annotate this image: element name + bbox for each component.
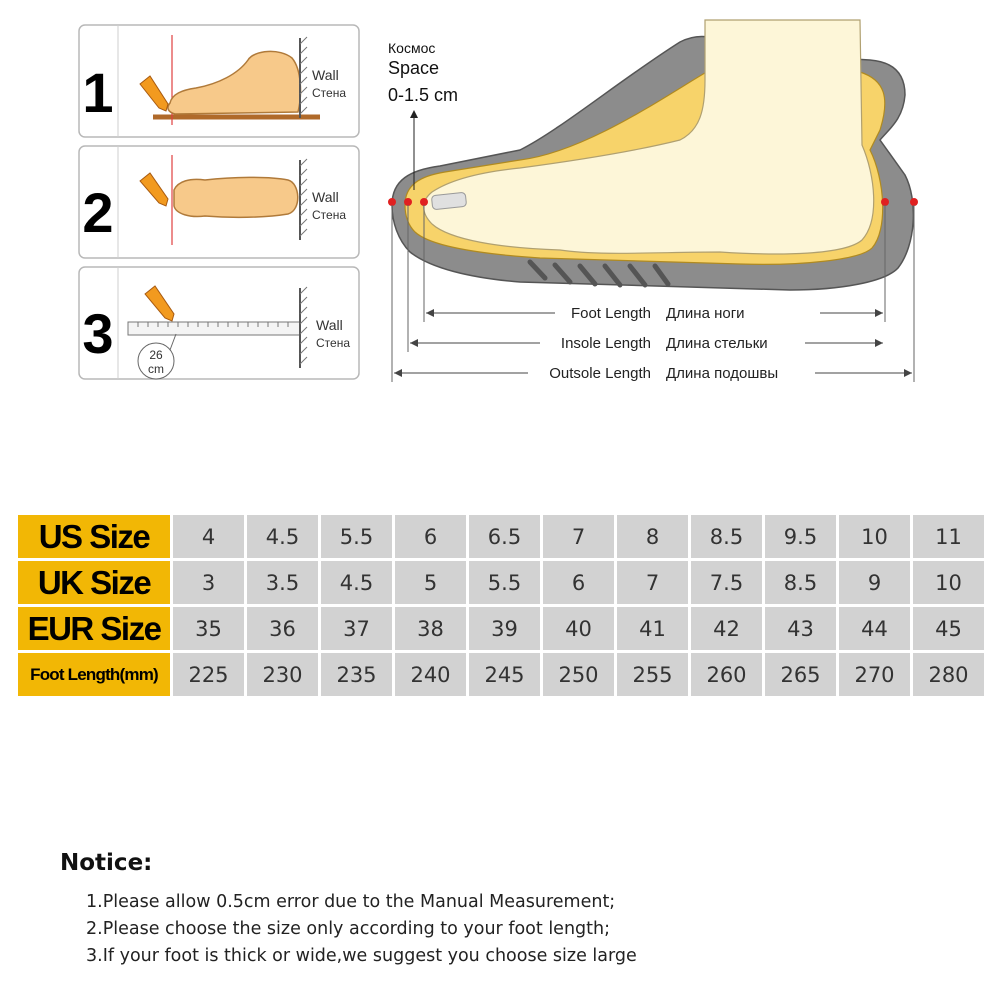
table-cell: 5.5 (469, 561, 540, 604)
table-cell: 8.5 (765, 561, 836, 604)
marker-foot-front (420, 198, 428, 206)
arrow-up-icon (410, 110, 418, 118)
table-cell: 7.5 (691, 561, 762, 604)
table-cell: 38 (395, 607, 466, 650)
table-cell: 250 (543, 653, 614, 696)
size-chart-table (15, 512, 987, 699)
table-row-us (18, 515, 984, 558)
table-cell: 240 (395, 653, 466, 696)
step-2-wall-ru: Стена (312, 208, 347, 222)
foot-length-en: Foot Length (570, 305, 651, 322)
row-header: US Size (18, 515, 170, 558)
step-1-wall-en: Wall (312, 67, 339, 83)
row-header: UK Size (18, 561, 170, 604)
table-cell: 3 (173, 561, 244, 604)
ruler-icon (128, 322, 300, 335)
toe-nail-icon (431, 192, 466, 209)
step-3-number: 3 (82, 302, 114, 365)
step-1-number: 1 (82, 61, 114, 124)
table-cell: 11 (913, 515, 984, 558)
notice-item: 2.Please choose the size only according to your foot length; (86, 919, 610, 939)
insole-length-line (410, 335, 883, 352)
table-cell: 6 (543, 561, 614, 604)
shoe-illustration (388, 20, 918, 290)
table-cell: 3.5 (247, 561, 318, 604)
marker-outsole-back (910, 198, 918, 206)
table-row-eur (18, 607, 984, 650)
step-2-number: 2 (82, 181, 114, 244)
table-cell: 7 (543, 515, 614, 558)
table-cell: 39 (469, 607, 540, 650)
step-3-panel (79, 267, 359, 379)
insole-length-ru: Длина стельки (666, 335, 768, 352)
marker-foot-back (881, 198, 889, 206)
table-row-uk (18, 561, 984, 604)
table-cell: 9.5 (765, 515, 836, 558)
foot-length-line (426, 305, 883, 322)
table-cell: 260 (691, 653, 762, 696)
table-cell: 7 (617, 561, 688, 604)
space-range: 0-1.5 cm (388, 85, 459, 105)
step-3-wall-ru: Стена (316, 336, 351, 350)
space-label-ru: Космос (388, 40, 436, 56)
notice-title: Notice: (60, 850, 153, 876)
outsole-length-ru: Длина подошвы (666, 365, 779, 382)
table-cell: 270 (839, 653, 910, 696)
table-cell: 37 (321, 607, 392, 650)
table-cell: 42 (691, 607, 762, 650)
table-cell: 6 (395, 515, 466, 558)
table-cell: 45 (913, 607, 984, 650)
marker-outsole-front (388, 198, 396, 206)
table-cell: 35 (173, 607, 244, 650)
notice-item: 1.Please allow 0.5cm error due to the Manual Measurement; (86, 892, 616, 912)
table-cell: 4.5 (247, 515, 318, 558)
ruler-reading-unit: cm (148, 362, 164, 376)
row-header: Foot Length(mm) (18, 653, 170, 696)
table-cell: 8 (617, 515, 688, 558)
table-cell: 4 (173, 515, 244, 558)
outsole-length-en: Outsole Length (549, 365, 651, 382)
notice-section (60, 850, 960, 973)
table-cell: 43 (765, 607, 836, 650)
table-cell: 6.5 (469, 515, 540, 558)
table-cell: 5.5 (321, 515, 392, 558)
notice-item: 3.If your foot is thick or wide,we suggest you choose size large (86, 946, 637, 966)
table-cell: 265 (765, 653, 836, 696)
row-header: EUR Size (18, 607, 170, 650)
table-cell: 230 (247, 653, 318, 696)
step-2-wall-en: Wall (312, 189, 339, 205)
ruler-reading-value: 26 (149, 348, 163, 362)
table-cell: 41 (617, 607, 688, 650)
step-1-panel (79, 25, 359, 137)
table-cell: 280 (913, 653, 984, 696)
table-cell: 10 (839, 515, 910, 558)
table-row-foot-length (18, 653, 984, 696)
foot-length-ru: Длина ноги (666, 305, 745, 322)
insole-length-en: Insole Length (560, 335, 651, 352)
table-cell: 5 (395, 561, 466, 604)
table-cell: 44 (839, 607, 910, 650)
table-cell: 36 (247, 607, 318, 650)
measurement-diagram (0, 0, 1000, 410)
step-2-panel (79, 146, 359, 258)
space-label-en: Space (388, 58, 440, 78)
step-3-wall-en: Wall (316, 317, 343, 333)
table-cell: 10 (913, 561, 984, 604)
foot-top-icon (174, 177, 298, 217)
table-cell: 4.5 (321, 561, 392, 604)
table-cell: 235 (321, 653, 392, 696)
table-cell: 40 (543, 607, 614, 650)
step-1-wall-ru: Стена (312, 86, 347, 100)
table-cell: 245 (469, 653, 540, 696)
outsole-length-line (394, 365, 912, 382)
table-cell: 8.5 (691, 515, 762, 558)
table-cell: 9 (839, 561, 910, 604)
table-cell: 225 (173, 653, 244, 696)
marker-insole-front (404, 198, 412, 206)
table-cell: 255 (617, 653, 688, 696)
